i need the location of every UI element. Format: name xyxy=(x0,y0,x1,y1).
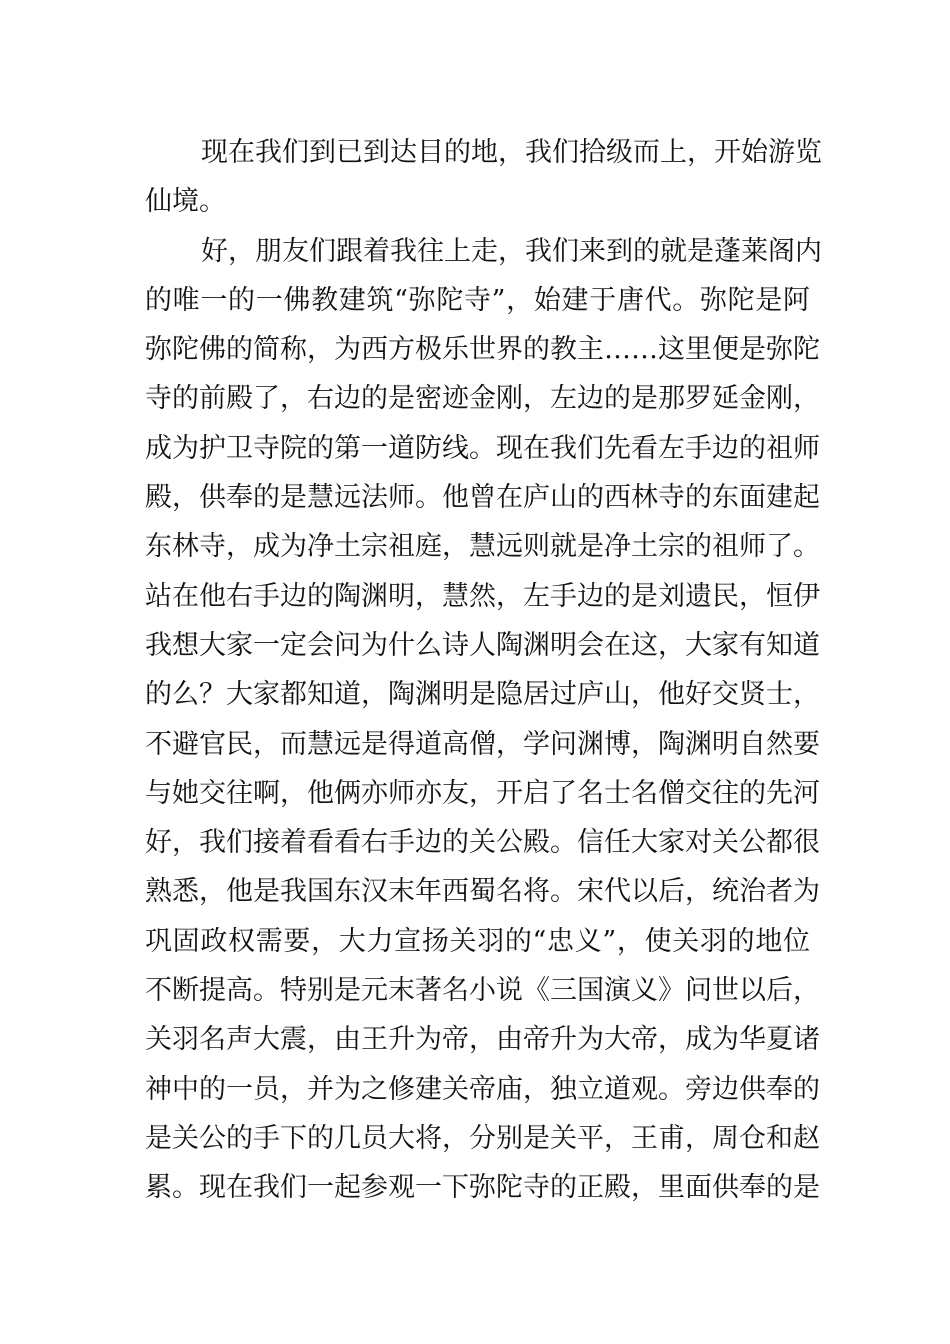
text-line: 巩固政权需要，大力宣扬关羽的“忠义”，使关羽的地位 xyxy=(145,925,810,957)
text-line: 仙境。 xyxy=(145,186,226,218)
text-line: 累。现在我们一起参观一下弥陀寺的正殿，里面供奉的是 xyxy=(145,1172,820,1204)
body-text xyxy=(145,128,822,1213)
text-line: 好，我们接着看看右手边的关公殿。信任大家对关公都很 xyxy=(145,827,820,859)
text-line: 殿，供奉的是慧远法师。他曾在庐山的西林寺的东面建起 xyxy=(145,482,820,514)
text-line: 熟悉，他是我国东汉末年西蜀名将。宋代以后，统治者为 xyxy=(145,876,820,908)
text-line: 关羽名声大震，由王升为帝，由帝升为大帝，成为华夏诸 xyxy=(145,1024,820,1056)
text-line: 成为护卫寺院的第一道防线。现在我们先看左手边的祖师 xyxy=(145,432,820,464)
text-line: 站在他右手边的陶渊明，慧然，左手边的是刘遗民，恒伊 xyxy=(145,580,820,612)
text-line: 与她交往啊，他俩亦师亦友，开启了名士名僧交往的先河 xyxy=(145,777,820,809)
text-line: 是关公的手下的几员大将，分别是关平，王甫，周仓和赵 xyxy=(145,1122,820,1154)
text-line: 的么？大家都知道，陶渊明是隐居过庐山，他好交贤士， xyxy=(145,679,820,711)
text-line: 好，朋友们跟着我往上走，我们来到的就是蓬莱阁内 xyxy=(201,235,822,267)
text-line: 不避官民，而慧远是得道高僧，学问渊博，陶渊明自然要 xyxy=(145,728,820,760)
text-line: 东林寺，成为净土宗祖庭，慧远则就是净土宗的祖师了。 xyxy=(145,531,820,563)
text-line: 神中的一员，并为之修建关帝庙，独立道观。旁边供奉的 xyxy=(145,1073,820,1105)
text-line: 的唯一的一佛教建筑“弥陀寺”，始建于唐代。弥陀是阿 xyxy=(145,284,810,316)
text-line: 寺的前殿了，右边的是密迹金刚，左边的是那罗延金刚， xyxy=(145,383,820,415)
text-line: 我想大家一定会问为什么诗人陶渊明会在这，大家有知道 xyxy=(145,629,820,661)
text-line: 现在我们到已到达目的地，我们拾级而上，开始游览 xyxy=(201,137,822,168)
text-line: 弥陀佛的简称，为西方极乐世界的教主……这里便是弥陀 xyxy=(145,334,820,366)
text-line: 不断提高。特别是元末著名小说《三国演义》问世以后， xyxy=(145,975,820,1007)
